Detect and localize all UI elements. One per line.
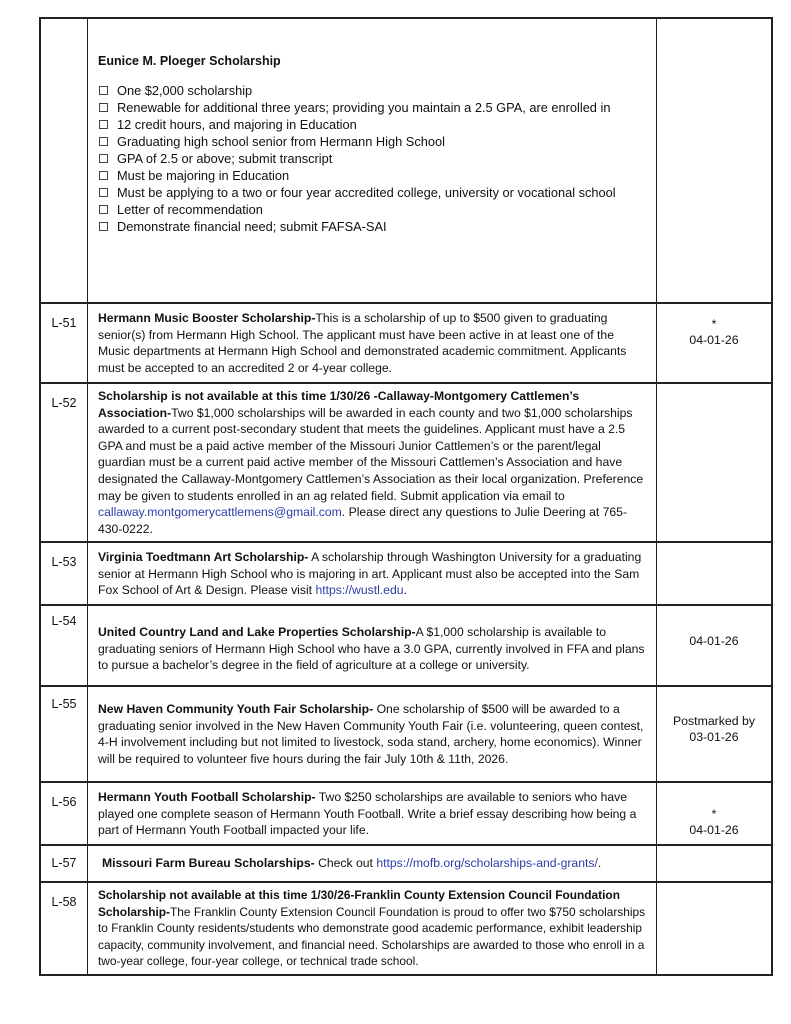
list-item: Renewable for additional three years; providing you maintain a 2.5 GPA, are enrolled in (98, 99, 648, 116)
deadline-note: Postmarked by (672, 714, 755, 728)
checkbox-icon (99, 137, 108, 146)
deadline-cell (657, 883, 771, 974)
scholarship-description: One scholarship of $500 will be awarded to a graduating senior involved in the New Haven Community Youth Fair (i.e. volunteering, queen contest, 4-H involvement including but not limited to livestock, soda stand, archery, home economics). Winner will be required to volunteer five hours during the fair July 10th & 11th, 2026. (98, 702, 644, 766)
deadline-date: 04-01-26 (689, 333, 739, 347)
list-item: Graduating high school senior from Hermann High School (98, 133, 648, 150)
list-item: GPA of 2.5 or above; submit transcript (98, 150, 648, 167)
checkbox-icon (99, 205, 108, 214)
deadline-date: 03-01-26 (689, 730, 739, 744)
table-row (41, 302, 771, 382)
scholarship-description: Two $250 scholarships are available to seniors who have played one complete season of Hermann Youth Football. Write a brief essay describing how being a part of Hermann Youth Football impacted your life. (98, 790, 637, 838)
deadline-cell (657, 304, 771, 382)
scholarship-title: United Country Land and Lake Properties Scholarship- (98, 625, 416, 639)
description-cell: Virginia Toedtmann Art Scholarship- A scholarship through Washington University for a graduating senior at Hermann High School who is majoring in art. Applicant must also be accepted into the Sam Fox School of Art & Design. Please visit https://wustl.edu. (88, 543, 657, 604)
scholarship-description: Two $1,000 scholarships will be awarded in each county and two $1,000 scholarships awarded to a current post-secondary student that meets the guidelines. Applicant must have a 2.5 GPA and must be a paid active member of the Missouri Junior Cattlemen’s or the parent/legal guardian must be a current paid active member of the Missouri Cattlemen’s Association and have designated the Callaway-Montgomery Cattlemen’s Association as their local organization. Preference may be given to students enrolled in an ag related field. Submit application via email to (98, 405, 644, 503)
deadline-date: 04-01-26 (689, 823, 739, 837)
row-id: L-55 (41, 687, 88, 781)
list-item: Demonstrate financial need; submit FAFSA-SAI (98, 218, 648, 235)
scholarship-title: Hermann Youth Football Scholarship- (98, 790, 316, 804)
star-marker: * (711, 807, 717, 821)
scholarship-title: Virginia Toedtmann Art Scholarship- (98, 550, 309, 564)
checkbox-icon (99, 222, 108, 231)
scholarship-description: This is a scholarship of up to $500 given to graduating senior(s) from Hermann High School. The applicant must have been active in at least one of the Music departments at Hermann High School and demonstrated academic commitment. Applicants must be accepted to an accredited 2 or 4-year college. (98, 311, 627, 375)
star-marker: * (711, 317, 717, 331)
scholarship-title: Scholarship not available at this time 1/30/26-Franklin County Extension Council Foundation Scholarship- (98, 888, 620, 919)
checkbox-icon (99, 120, 108, 129)
table-row (41, 781, 771, 844)
checkbox-icon (99, 154, 108, 163)
email-link[interactable]: callaway.montgomerycattlemens@gmail.com (98, 505, 342, 520)
deadline-cell (657, 687, 771, 781)
checkbox-icon (99, 188, 108, 197)
row-id: L-51 (41, 304, 88, 382)
scholarship-description: The Franklin County Extension Council Foundation is proud to offer two $750 scholarships to Franklin County residents/students who demonstrate good academic performance, exhibit leadership capacity, community involvement, and financial need. Scholarships are awarded to those who enroll in a two-year college, four-year college, or technical trade school. (98, 904, 646, 969)
checkbox-icon (99, 103, 108, 112)
table-row (41, 685, 771, 781)
row-id: L-57 (41, 846, 88, 881)
deadline-cell (657, 783, 771, 844)
description-cell (88, 687, 657, 781)
list-item: Letter of recommendation (98, 201, 648, 218)
scholarship-description: Check out (318, 856, 373, 870)
scholarship-description: A scholarship through Washington University for a graduating senior at Hermann High School who is majoring in art. Applicant must also be accepted into the Sam Fox School of Art & Design. Please visit (98, 550, 642, 598)
deadline-cell (657, 543, 771, 604)
row-id: L-58 (41, 883, 88, 974)
list-item: 12 credit hours, and majoring in Education (98, 116, 648, 133)
row-id: L-54 (41, 606, 88, 685)
scholarship-title: Missouri Farm Bureau Scholarships- (102, 856, 315, 870)
scholarship-table (39, 17, 773, 976)
deadline-cell (657, 846, 771, 881)
table-row (41, 844, 771, 881)
checkbox-icon (99, 171, 108, 180)
table-row (41, 382, 771, 541)
table-row (41, 541, 771, 604)
row-id-cell (41, 19, 88, 302)
scholarship-title: Scholarship is not available at this time 1/30/26 -Callaway-Montgomery Cattlemen’s Association- (98, 389, 580, 420)
list-item: Must be majoring in Education (98, 167, 648, 184)
row-id: L-56 (41, 783, 88, 844)
requirement-list (98, 82, 648, 235)
table-row (41, 19, 771, 302)
scholarship-title: New Haven Community Youth Fair Scholarship- (98, 702, 374, 716)
table-row (41, 604, 771, 685)
checkbox-icon (99, 86, 108, 95)
deadline-cell (657, 606, 771, 685)
row-id: L-52 (41, 384, 88, 541)
description-cell: Missouri Farm Bureau Scholarships- Check out https://mofb.org/scholarships-and-grants/. (88, 846, 657, 881)
description-cell (88, 606, 657, 685)
list-item: Must be applying to a two or four year accredited college, university or vocational school (98, 184, 648, 201)
deadline-cell (657, 19, 771, 302)
description-cell (88, 883, 657, 974)
scholarship-title: Hermann Music Booster Scholarship- (98, 311, 316, 325)
website-link[interactable]: https://mofb.org/scholarships-and-grants/ (376, 856, 598, 870)
list-item: One $2,000 scholarship (98, 82, 648, 99)
scholarship-title: Eunice M. Ploeger Scholarship (98, 54, 281, 68)
scholarship-description: A $1,000 scholarship is available to graduating seniors of Hermann High School who have a 3.0 GPA, currently involved in FFA and plans to pursue a bachelor’s degree in the field of agriculture at a college or university. (98, 625, 645, 673)
deadline-cell (657, 384, 771, 541)
description-cell (88, 304, 657, 382)
row-id: L-53 (41, 543, 88, 604)
deadline-date: 04-01-26 (689, 634, 739, 648)
description-cell: Scholarship is not available at this time 1/30/26 -Callaway-Montgomery Cattlemen’s Association-Two $1,000 scholarships will be awarded in each county and two $1,000 scholarships awarded to a current post-secondary student that meets the guidelines. Applicant must have a 2.5 GPA and must be a paid active member of the Missouri Junior Cattlemen’s or the parent/legal guardian must be a current paid active member of the Missouri Cattlemen’s Association and have designated the Callaway-Montgomery Cattlemen’s Association as their local organization. Preference may be given to students enrolled in an ag related field. Submit application via email to callaway.montgomerycattlemens@gmail.com. Please direct any questions to Julie Deering at 765-430-0222. (88, 384, 657, 541)
description-cell (88, 783, 657, 844)
description-cell (88, 19, 657, 302)
table-row (41, 881, 771, 974)
website-link[interactable]: https://wustl.edu (315, 583, 404, 598)
